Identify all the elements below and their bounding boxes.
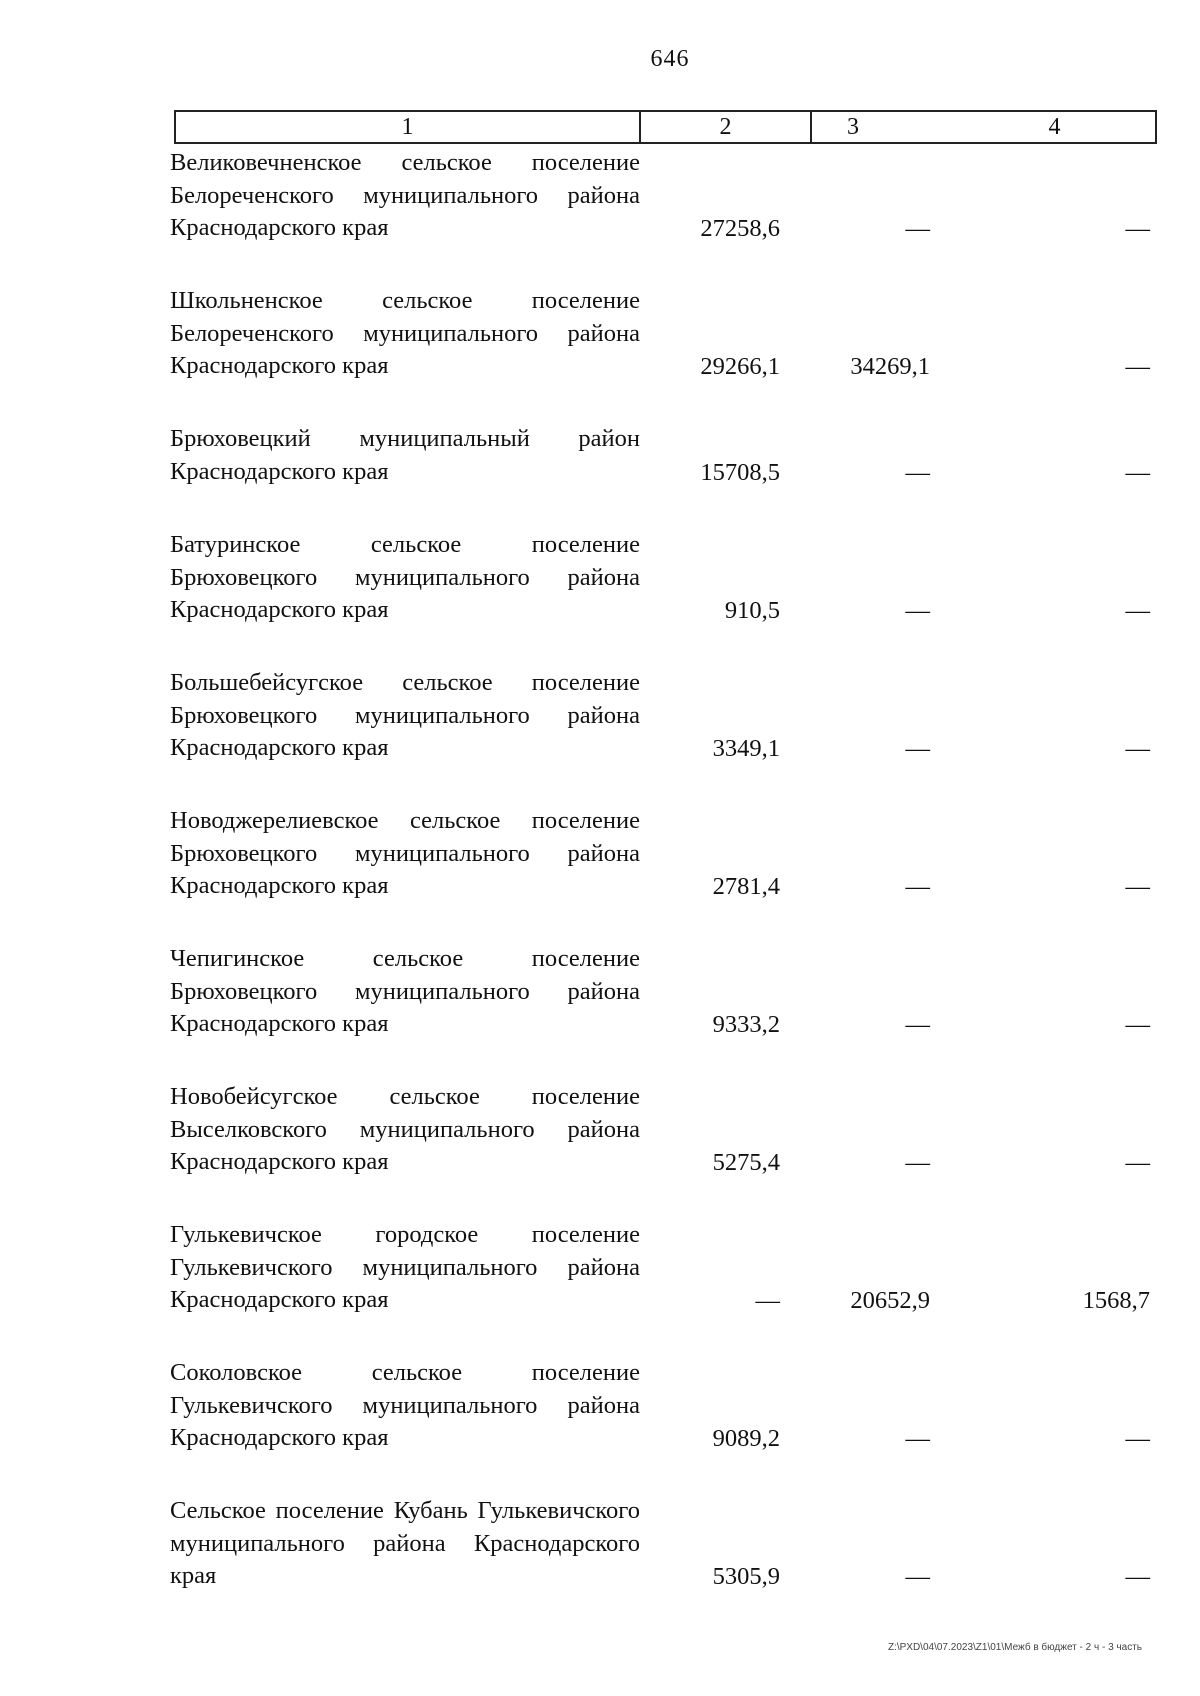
municipality-name: Батуринское сельское поселение Брюховецкого муниципального района Краснодарского края — [170, 531, 640, 623]
value-col-4: — — [1125, 1424, 1150, 1452]
value-col-2: 5275,4 — [712, 1148, 780, 1176]
page-number: 646 — [650, 46, 690, 72]
value-col-3: — — [905, 734, 930, 762]
table-row — [170, 529, 1160, 667]
value-col-3: 20652,9 — [850, 1286, 930, 1314]
value-col-3: — — [905, 1424, 930, 1452]
municipality-name: Гулькевичское городское поселение Гулькевичского муниципального района Краснодарского края — [170, 1221, 640, 1313]
value-col-4: — — [1125, 734, 1150, 762]
value-col-2: 9333,2 — [712, 1010, 780, 1038]
value-col-3: — — [905, 596, 930, 624]
value-col-2: 29266,1 — [700, 352, 780, 380]
value-col-4: — — [1125, 1562, 1150, 1590]
value-col-4: — — [1125, 1010, 1150, 1038]
municipality-name: Сельское поселение Кубань Гулькевичского муниципального района Краснодарского края — [170, 1497, 640, 1589]
value-col-2: 27258,6 — [700, 214, 780, 242]
value-col-4: — — [1125, 872, 1150, 900]
value-col-2: 2781,4 — [712, 872, 780, 900]
value-col-3: — — [905, 872, 930, 900]
municipality-name: Чепигинское сельское поселение Брюховецкого муниципального района Краснодарского края — [170, 945, 640, 1037]
value-col-4: — — [1125, 214, 1150, 242]
value-col-2: 3349,1 — [712, 734, 780, 762]
table-row — [170, 943, 1160, 1081]
table-row — [170, 423, 1160, 529]
table-row — [170, 1219, 1160, 1357]
value-col-3: 34269,1 — [850, 352, 930, 380]
column-header-1: 1 — [176, 112, 641, 142]
value-col-3: — — [905, 1562, 930, 1590]
municipality-name: Большебейсугское сельское поселение Брюховецкого муниципального района Краснодарского края — [170, 669, 640, 761]
municipality-name: Новоджерелиевское сельское поселение Брюховецкого муниципального района Краснодарского края — [170, 807, 640, 899]
table-row — [170, 1081, 1160, 1219]
value-col-3: — — [905, 1010, 930, 1038]
table-row — [170, 805, 1160, 943]
value-col-4: — — [1125, 458, 1150, 486]
table-row — [170, 147, 1160, 285]
column-header-2: 2 — [641, 112, 812, 142]
column-header-4: 4 — [1048, 114, 1061, 140]
value-col-4: — — [1125, 596, 1150, 624]
municipality-name: Школьненское сельское поселение Белореченского муниципального района Краснодарского края — [170, 287, 640, 379]
value-col-2: 910,5 — [724, 596, 780, 624]
municipality-name: Новобейсугское сельское поселение Выселковского муниципального района Краснодарского края — [170, 1083, 640, 1175]
table-row — [170, 1495, 1160, 1633]
value-col-3: — — [905, 214, 930, 242]
column-header-row — [174, 110, 1157, 144]
municipality-name: Брюховецкий муниципальный район Краснодарского края — [170, 425, 640, 485]
table-row — [170, 285, 1160, 423]
municipality-name: Соколовское сельское поселение Гулькевичского муниципального района Краснодарского края — [170, 1359, 640, 1451]
value-col-3: — — [905, 1148, 930, 1176]
table-row — [170, 1357, 1160, 1495]
value-col-2: 15708,5 — [700, 458, 780, 486]
column-header-3: 3 — [847, 114, 859, 140]
value-col-2: 9089,2 — [712, 1424, 780, 1452]
value-col-4: — — [1125, 352, 1150, 380]
value-col-2: 5305,9 — [712, 1562, 780, 1590]
value-col-2: — — [755, 1286, 780, 1314]
document-footer-code: Z:\PXD\04\07.2023\Z1\01\Межб в бюджет - 2 ч - 3 часть — [887, 1642, 1142, 1653]
value-col-4: — — [1125, 1148, 1150, 1176]
table-body — [170, 147, 1160, 1633]
municipality-name: Великовечненское сельское поселение Белореченского муниципального района Краснодарского края — [170, 149, 640, 241]
table-row — [170, 667, 1160, 805]
value-col-4: 1568,7 — [1082, 1286, 1150, 1314]
value-col-3: — — [905, 458, 930, 486]
